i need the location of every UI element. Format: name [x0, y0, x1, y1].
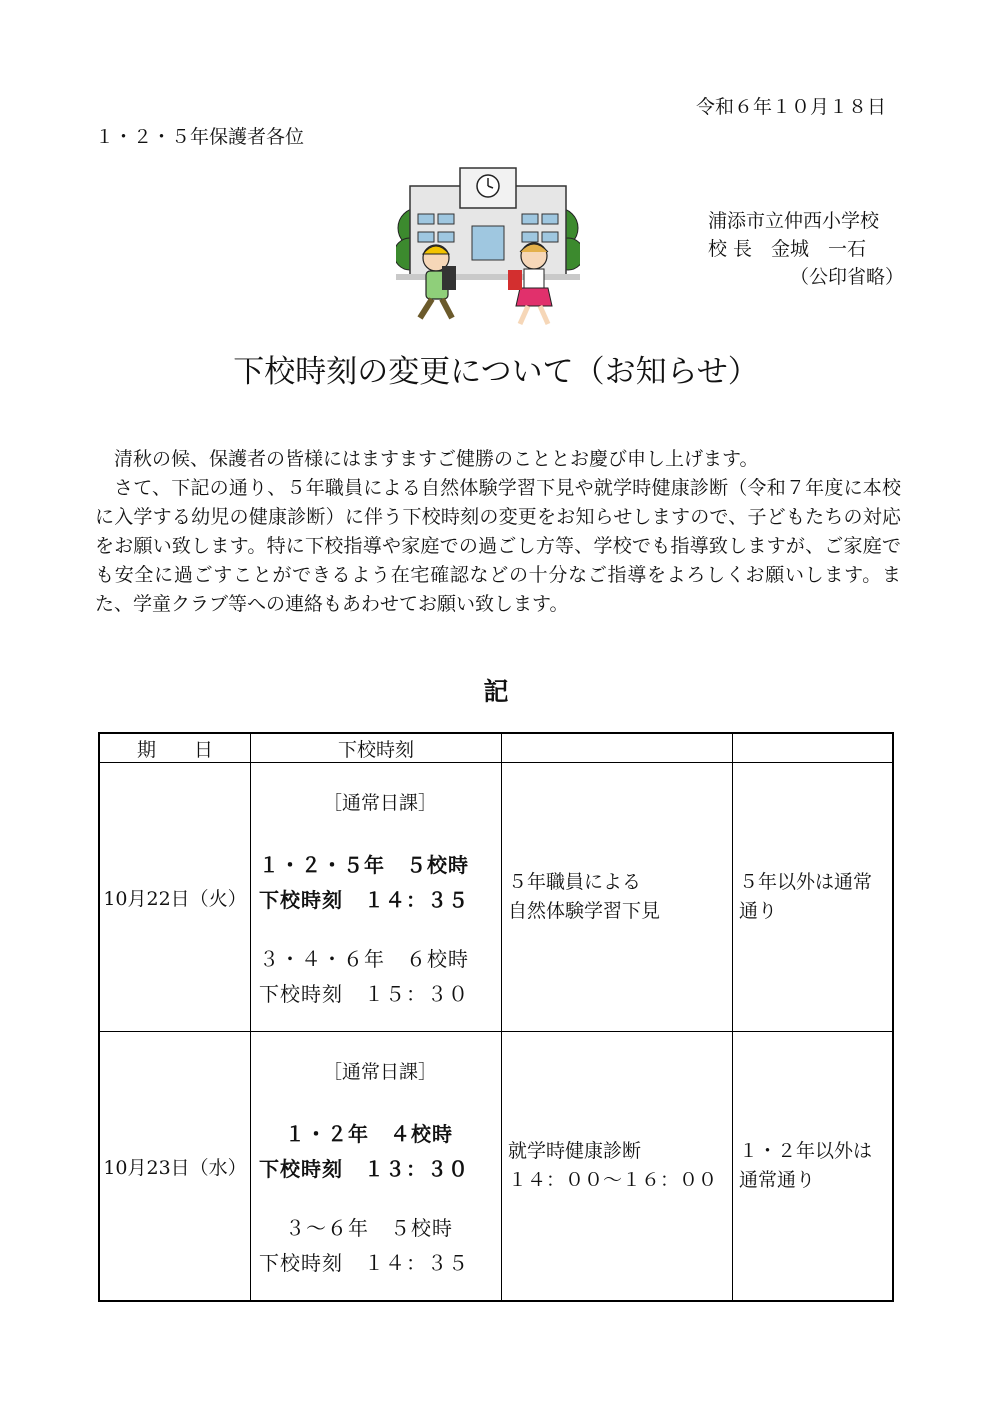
dismissal-cell — [251, 1032, 502, 1302]
grades-period: ３～６年 ５校時 — [285, 1215, 453, 1240]
dismissal-cell — [251, 763, 502, 1032]
header-reason — [502, 733, 733, 763]
table-row — [99, 763, 893, 1032]
date-cell: 10月23日（水） — [99, 1032, 251, 1302]
note-line: 通り — [739, 900, 778, 922]
school-name: 浦添市立仲西小学校 — [708, 210, 880, 232]
seal-omitted-note: （公印省略） — [790, 266, 905, 288]
dismissal-time: 下校時刻 １５：３０ — [259, 981, 469, 1006]
greeting-paragraph: 清秋の候、保護者の皆様にはますますご健勝のこととお慶び申し上げます。 — [114, 448, 759, 470]
page-title: 下校時刻の変更について（お知らせ） — [233, 354, 759, 390]
grades-period: １・２年 ４校時 — [285, 1121, 453, 1146]
reason-line: 自然体験学習下見 — [508, 900, 661, 922]
school-children-illustration — [396, 166, 580, 332]
reason-line: 就学時健康診断 — [508, 1140, 642, 1162]
header-note — [733, 733, 894, 763]
note-line: 通常通り — [739, 1169, 816, 1191]
principal-name: 校 長 金城 一石 — [708, 238, 867, 260]
header-date: 期 日 — [99, 733, 251, 763]
ki-heading: 記 — [483, 677, 509, 706]
document-date: 令和６年１０月１８日 — [696, 96, 887, 118]
dismissal-time: 下校時刻 １４：３５ — [259, 1250, 469, 1275]
schedule-table — [98, 732, 894, 1302]
dismissal-time: 下校時刻 １３：３０ — [259, 1156, 469, 1181]
reason-line: １４：００～１６：００ — [508, 1169, 718, 1191]
main-paragraph: さて、下記の通り、５年職員による自然体験学習下見や就学時健康診断（令和７年度に本校に入学する幼児の健康診断）に伴う下校時刻の変更をお知らせしますので、子どもたちの対応をお願い致します。特に下校指導や家庭での過ごし方等、学校でも指導致しますが、ご家庭でも安全に過ごすことができるよう在宅確認などの十分なご指導をよろしくお願いします。また、学童クラブ等への連絡もあわせてお願い致します。 — [95, 477, 901, 615]
schedule-label: ［通常日課］ — [322, 1060, 437, 1083]
reason-line: ５年職員による — [508, 871, 642, 893]
table-row — [99, 1032, 893, 1302]
date-cell: 10月22日（火） — [99, 763, 251, 1032]
note-cell — [733, 763, 894, 1032]
header-dismissal-time: 下校時刻 — [251, 733, 502, 763]
table-header-row — [99, 733, 893, 763]
addressee: １・２・５年保護者各位 — [95, 126, 305, 148]
reason-cell — [502, 1032, 733, 1302]
grades-period: ３・４・６年 ６校時 — [259, 946, 469, 971]
note-line: １・２年以外は — [739, 1140, 873, 1162]
note-cell — [733, 1032, 894, 1302]
reason-cell — [502, 763, 733, 1032]
schedule-label: ［通常日課］ — [322, 791, 437, 814]
note-line: ５年以外は通常 — [739, 871, 873, 893]
body-text — [95, 445, 901, 619]
dismissal-time: 下校時刻 １４：３５ — [259, 887, 469, 912]
grades-period: １・２・５年 ５校時 — [259, 852, 469, 877]
